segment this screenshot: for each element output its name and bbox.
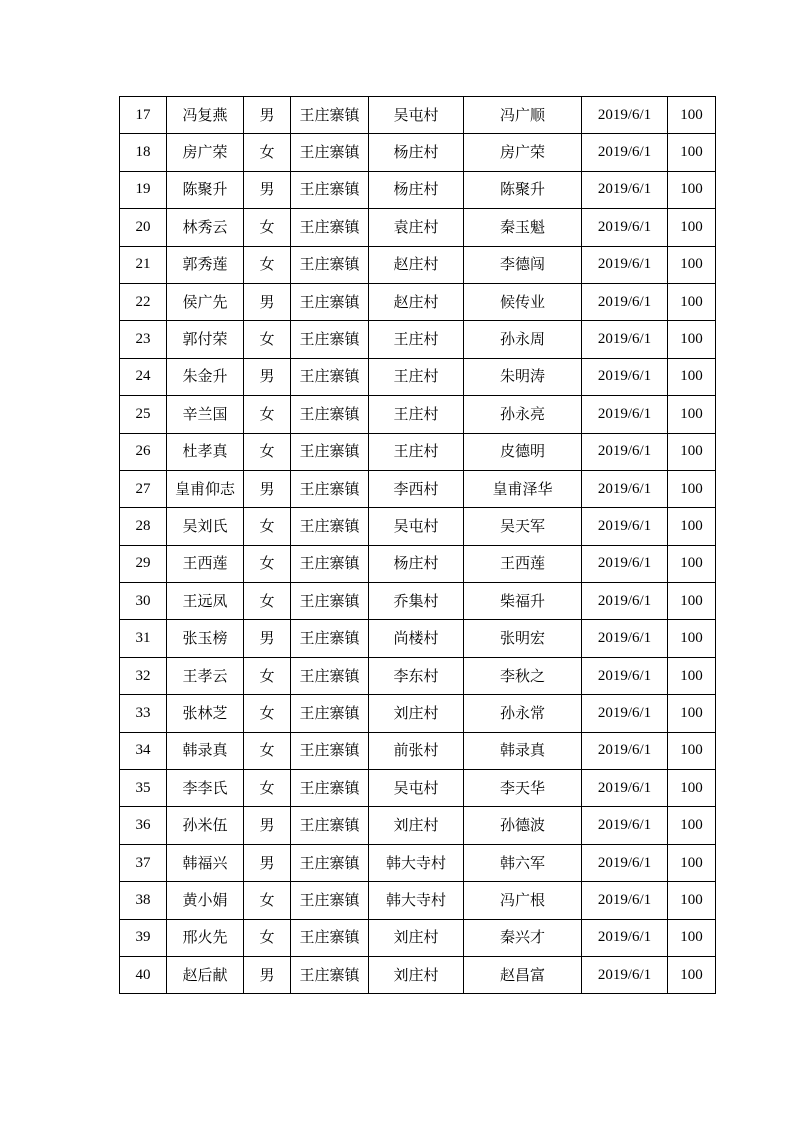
date-cell: 2019/6/1 — [582, 283, 668, 320]
amount-cell: 100 — [668, 919, 716, 956]
amount-cell: 100 — [668, 844, 716, 881]
village-cell: 刘庄村 — [369, 956, 464, 993]
town-cell: 王庄寨镇 — [291, 770, 369, 807]
name-cell: 孙米伍 — [167, 807, 244, 844]
contact-cell: 秦兴才 — [464, 919, 582, 956]
village-cell: 刘庄村 — [369, 919, 464, 956]
row-number-cell: 30 — [120, 583, 167, 620]
date-cell: 2019/6/1 — [582, 246, 668, 283]
row-number-cell: 25 — [120, 396, 167, 433]
contact-cell: 皮德明 — [464, 433, 582, 470]
table-row — [120, 396, 716, 433]
contact-cell: 孙永常 — [464, 695, 582, 732]
date-cell: 2019/6/1 — [582, 508, 668, 545]
amount-cell: 100 — [668, 171, 716, 208]
village-cell: 尚楼村 — [369, 620, 464, 657]
table-row — [120, 657, 716, 694]
date-cell: 2019/6/1 — [582, 396, 668, 433]
gender-cell: 男 — [244, 358, 291, 395]
table-row — [120, 807, 716, 844]
amount-cell: 100 — [668, 246, 716, 283]
row-number-cell: 20 — [120, 209, 167, 246]
contact-cell: 皇甫泽华 — [464, 470, 582, 507]
date-cell: 2019/6/1 — [582, 321, 668, 358]
amount-cell: 100 — [668, 97, 716, 134]
row-number-cell: 24 — [120, 358, 167, 395]
contact-cell: 候传业 — [464, 283, 582, 320]
town-cell: 王庄寨镇 — [291, 807, 369, 844]
date-cell: 2019/6/1 — [582, 97, 668, 134]
name-cell: 韩福兴 — [167, 844, 244, 881]
village-cell: 李西村 — [369, 470, 464, 507]
town-cell: 王庄寨镇 — [291, 171, 369, 208]
contact-cell: 吴天军 — [464, 508, 582, 545]
gender-cell: 女 — [244, 695, 291, 732]
contact-cell: 李德闯 — [464, 246, 582, 283]
contact-cell: 韩六军 — [464, 844, 582, 881]
village-cell: 王庄村 — [369, 321, 464, 358]
town-cell: 王庄寨镇 — [291, 919, 369, 956]
row-number-cell: 18 — [120, 134, 167, 171]
village-cell: 韩大寺村 — [369, 844, 464, 881]
row-number-cell: 31 — [120, 620, 167, 657]
village-cell: 吴屯村 — [369, 770, 464, 807]
gender-cell: 女 — [244, 583, 291, 620]
gender-cell: 女 — [244, 508, 291, 545]
date-cell: 2019/6/1 — [582, 770, 668, 807]
amount-cell: 100 — [668, 882, 716, 919]
town-cell: 王庄寨镇 — [291, 433, 369, 470]
row-number-cell: 36 — [120, 807, 167, 844]
town-cell: 王庄寨镇 — [291, 508, 369, 545]
amount-cell: 100 — [668, 956, 716, 993]
gender-cell: 男 — [244, 844, 291, 881]
name-cell: 冯复燕 — [167, 97, 244, 134]
date-cell: 2019/6/1 — [582, 134, 668, 171]
date-cell: 2019/6/1 — [582, 171, 668, 208]
town-cell: 王庄寨镇 — [291, 732, 369, 769]
row-number-cell: 21 — [120, 246, 167, 283]
contact-cell: 朱明涛 — [464, 358, 582, 395]
contact-cell: 赵昌富 — [464, 956, 582, 993]
name-cell: 黄小娟 — [167, 882, 244, 919]
gender-cell: 男 — [244, 807, 291, 844]
name-cell: 韩录真 — [167, 732, 244, 769]
town-cell: 王庄寨镇 — [291, 396, 369, 433]
village-cell: 杨庄村 — [369, 134, 464, 171]
row-number-cell: 17 — [120, 97, 167, 134]
contact-cell: 冯广根 — [464, 882, 582, 919]
table-row — [120, 956, 716, 993]
table-row — [120, 283, 716, 320]
row-number-cell: 39 — [120, 919, 167, 956]
date-cell: 2019/6/1 — [582, 956, 668, 993]
date-cell: 2019/6/1 — [582, 844, 668, 881]
row-number-cell: 37 — [120, 844, 167, 881]
row-number-cell: 38 — [120, 882, 167, 919]
town-cell: 王庄寨镇 — [291, 358, 369, 395]
row-number-cell: 33 — [120, 695, 167, 732]
date-cell: 2019/6/1 — [582, 657, 668, 694]
table-row — [120, 171, 716, 208]
amount-cell: 100 — [668, 470, 716, 507]
gender-cell: 男 — [244, 171, 291, 208]
name-cell: 张林芝 — [167, 695, 244, 732]
name-cell: 郭秀莲 — [167, 246, 244, 283]
amount-cell: 100 — [668, 321, 716, 358]
gender-cell: 女 — [244, 134, 291, 171]
amount-cell: 100 — [668, 657, 716, 694]
gender-cell: 男 — [244, 97, 291, 134]
town-cell: 王庄寨镇 — [291, 545, 369, 582]
name-cell: 皇甫仰志 — [167, 470, 244, 507]
gender-cell: 女 — [244, 321, 291, 358]
date-cell: 2019/6/1 — [582, 209, 668, 246]
amount-cell: 100 — [668, 396, 716, 433]
name-cell: 陈聚升 — [167, 171, 244, 208]
village-cell: 杨庄村 — [369, 171, 464, 208]
name-cell: 王西莲 — [167, 545, 244, 582]
date-cell: 2019/6/1 — [582, 732, 668, 769]
amount-cell: 100 — [668, 545, 716, 582]
name-cell: 王孝云 — [167, 657, 244, 694]
village-cell: 乔集村 — [369, 583, 464, 620]
amount-cell: 100 — [668, 433, 716, 470]
village-cell: 吴屯村 — [369, 97, 464, 134]
contact-cell: 冯广顺 — [464, 97, 582, 134]
row-number-cell: 19 — [120, 171, 167, 208]
name-cell: 张玉榜 — [167, 620, 244, 657]
table-row — [120, 209, 716, 246]
date-cell: 2019/6/1 — [582, 882, 668, 919]
name-cell: 赵后献 — [167, 956, 244, 993]
gender-cell: 男 — [244, 620, 291, 657]
date-cell: 2019/6/1 — [582, 545, 668, 582]
village-cell: 王庄村 — [369, 358, 464, 395]
table-row — [120, 321, 716, 358]
table-row — [120, 882, 716, 919]
amount-cell: 100 — [668, 134, 716, 171]
name-cell: 杜孝真 — [167, 433, 244, 470]
village-cell: 王庄村 — [369, 396, 464, 433]
table-row — [120, 732, 716, 769]
gender-cell: 女 — [244, 246, 291, 283]
gender-cell: 女 — [244, 545, 291, 582]
date-cell: 2019/6/1 — [582, 583, 668, 620]
town-cell: 王庄寨镇 — [291, 695, 369, 732]
gender-cell: 女 — [244, 433, 291, 470]
contact-cell: 韩录真 — [464, 732, 582, 769]
contact-cell: 孙永周 — [464, 321, 582, 358]
gender-cell: 女 — [244, 209, 291, 246]
table-row — [120, 545, 716, 582]
town-cell: 王庄寨镇 — [291, 844, 369, 881]
name-cell: 房广荣 — [167, 134, 244, 171]
row-number-cell: 40 — [120, 956, 167, 993]
gender-cell: 女 — [244, 882, 291, 919]
name-cell: 朱金升 — [167, 358, 244, 395]
town-cell: 王庄寨镇 — [291, 134, 369, 171]
row-number-cell: 26 — [120, 433, 167, 470]
name-cell: 郭付荣 — [167, 321, 244, 358]
name-cell: 邢火先 — [167, 919, 244, 956]
records-table — [119, 96, 716, 994]
date-cell: 2019/6/1 — [582, 620, 668, 657]
name-cell: 李李氏 — [167, 770, 244, 807]
contact-cell: 王西莲 — [464, 545, 582, 582]
table-row — [120, 433, 716, 470]
town-cell: 王庄寨镇 — [291, 620, 369, 657]
date-cell: 2019/6/1 — [582, 919, 668, 956]
table-row — [120, 97, 716, 134]
row-number-cell: 27 — [120, 470, 167, 507]
gender-cell: 女 — [244, 396, 291, 433]
gender-cell: 女 — [244, 770, 291, 807]
amount-cell: 100 — [668, 508, 716, 545]
table-row — [120, 620, 716, 657]
table-row — [120, 583, 716, 620]
village-cell: 杨庄村 — [369, 545, 464, 582]
town-cell: 王庄寨镇 — [291, 470, 369, 507]
contact-cell: 房广荣 — [464, 134, 582, 171]
name-cell: 林秀云 — [167, 209, 244, 246]
table-row — [120, 134, 716, 171]
table-row — [120, 470, 716, 507]
gender-cell: 男 — [244, 283, 291, 320]
village-cell: 赵庄村 — [369, 283, 464, 320]
table-body — [120, 97, 716, 994]
date-cell: 2019/6/1 — [582, 470, 668, 507]
village-cell: 刘庄村 — [369, 807, 464, 844]
row-number-cell: 29 — [120, 545, 167, 582]
amount-cell: 100 — [668, 770, 716, 807]
gender-cell: 男 — [244, 956, 291, 993]
village-cell: 王庄村 — [369, 433, 464, 470]
amount-cell: 100 — [668, 283, 716, 320]
table-row — [120, 508, 716, 545]
table-row — [120, 770, 716, 807]
town-cell: 王庄寨镇 — [291, 209, 369, 246]
gender-cell: 男 — [244, 470, 291, 507]
contact-cell: 秦玉魁 — [464, 209, 582, 246]
town-cell: 王庄寨镇 — [291, 283, 369, 320]
gender-cell: 女 — [244, 732, 291, 769]
table-row — [120, 358, 716, 395]
village-cell: 吴屯村 — [369, 508, 464, 545]
village-cell: 袁庄村 — [369, 209, 464, 246]
amount-cell: 100 — [668, 732, 716, 769]
table-row — [120, 246, 716, 283]
town-cell: 王庄寨镇 — [291, 246, 369, 283]
name-cell: 王远凤 — [167, 583, 244, 620]
row-number-cell: 23 — [120, 321, 167, 358]
table-row — [120, 919, 716, 956]
town-cell: 王庄寨镇 — [291, 657, 369, 694]
gender-cell: 女 — [244, 657, 291, 694]
contact-cell: 陈聚升 — [464, 171, 582, 208]
date-cell: 2019/6/1 — [582, 433, 668, 470]
amount-cell: 100 — [668, 695, 716, 732]
town-cell: 王庄寨镇 — [291, 321, 369, 358]
date-cell: 2019/6/1 — [582, 358, 668, 395]
town-cell: 王庄寨镇 — [291, 97, 369, 134]
row-number-cell: 22 — [120, 283, 167, 320]
date-cell: 2019/6/1 — [582, 695, 668, 732]
name-cell: 吴刘氏 — [167, 508, 244, 545]
village-cell: 刘庄村 — [369, 695, 464, 732]
village-cell: 前张村 — [369, 732, 464, 769]
contact-cell: 李天华 — [464, 770, 582, 807]
contact-cell: 张明宏 — [464, 620, 582, 657]
date-cell: 2019/6/1 — [582, 807, 668, 844]
town-cell: 王庄寨镇 — [291, 583, 369, 620]
town-cell: 王庄寨镇 — [291, 956, 369, 993]
row-number-cell: 34 — [120, 732, 167, 769]
name-cell: 辛兰国 — [167, 396, 244, 433]
contact-cell: 孙永亮 — [464, 396, 582, 433]
contact-cell: 李秋之 — [464, 657, 582, 694]
village-cell: 赵庄村 — [369, 246, 464, 283]
amount-cell: 100 — [668, 807, 716, 844]
row-number-cell: 28 — [120, 508, 167, 545]
amount-cell: 100 — [668, 620, 716, 657]
amount-cell: 100 — [668, 209, 716, 246]
gender-cell: 女 — [244, 919, 291, 956]
amount-cell: 100 — [668, 358, 716, 395]
row-number-cell: 32 — [120, 657, 167, 694]
row-number-cell: 35 — [120, 770, 167, 807]
village-cell: 李东村 — [369, 657, 464, 694]
amount-cell: 100 — [668, 583, 716, 620]
village-cell: 韩大寺村 — [369, 882, 464, 919]
table-row — [120, 695, 716, 732]
name-cell: 侯广先 — [167, 283, 244, 320]
contact-cell: 孙德波 — [464, 807, 582, 844]
town-cell: 王庄寨镇 — [291, 882, 369, 919]
table-row — [120, 844, 716, 881]
contact-cell: 柴福升 — [464, 583, 582, 620]
